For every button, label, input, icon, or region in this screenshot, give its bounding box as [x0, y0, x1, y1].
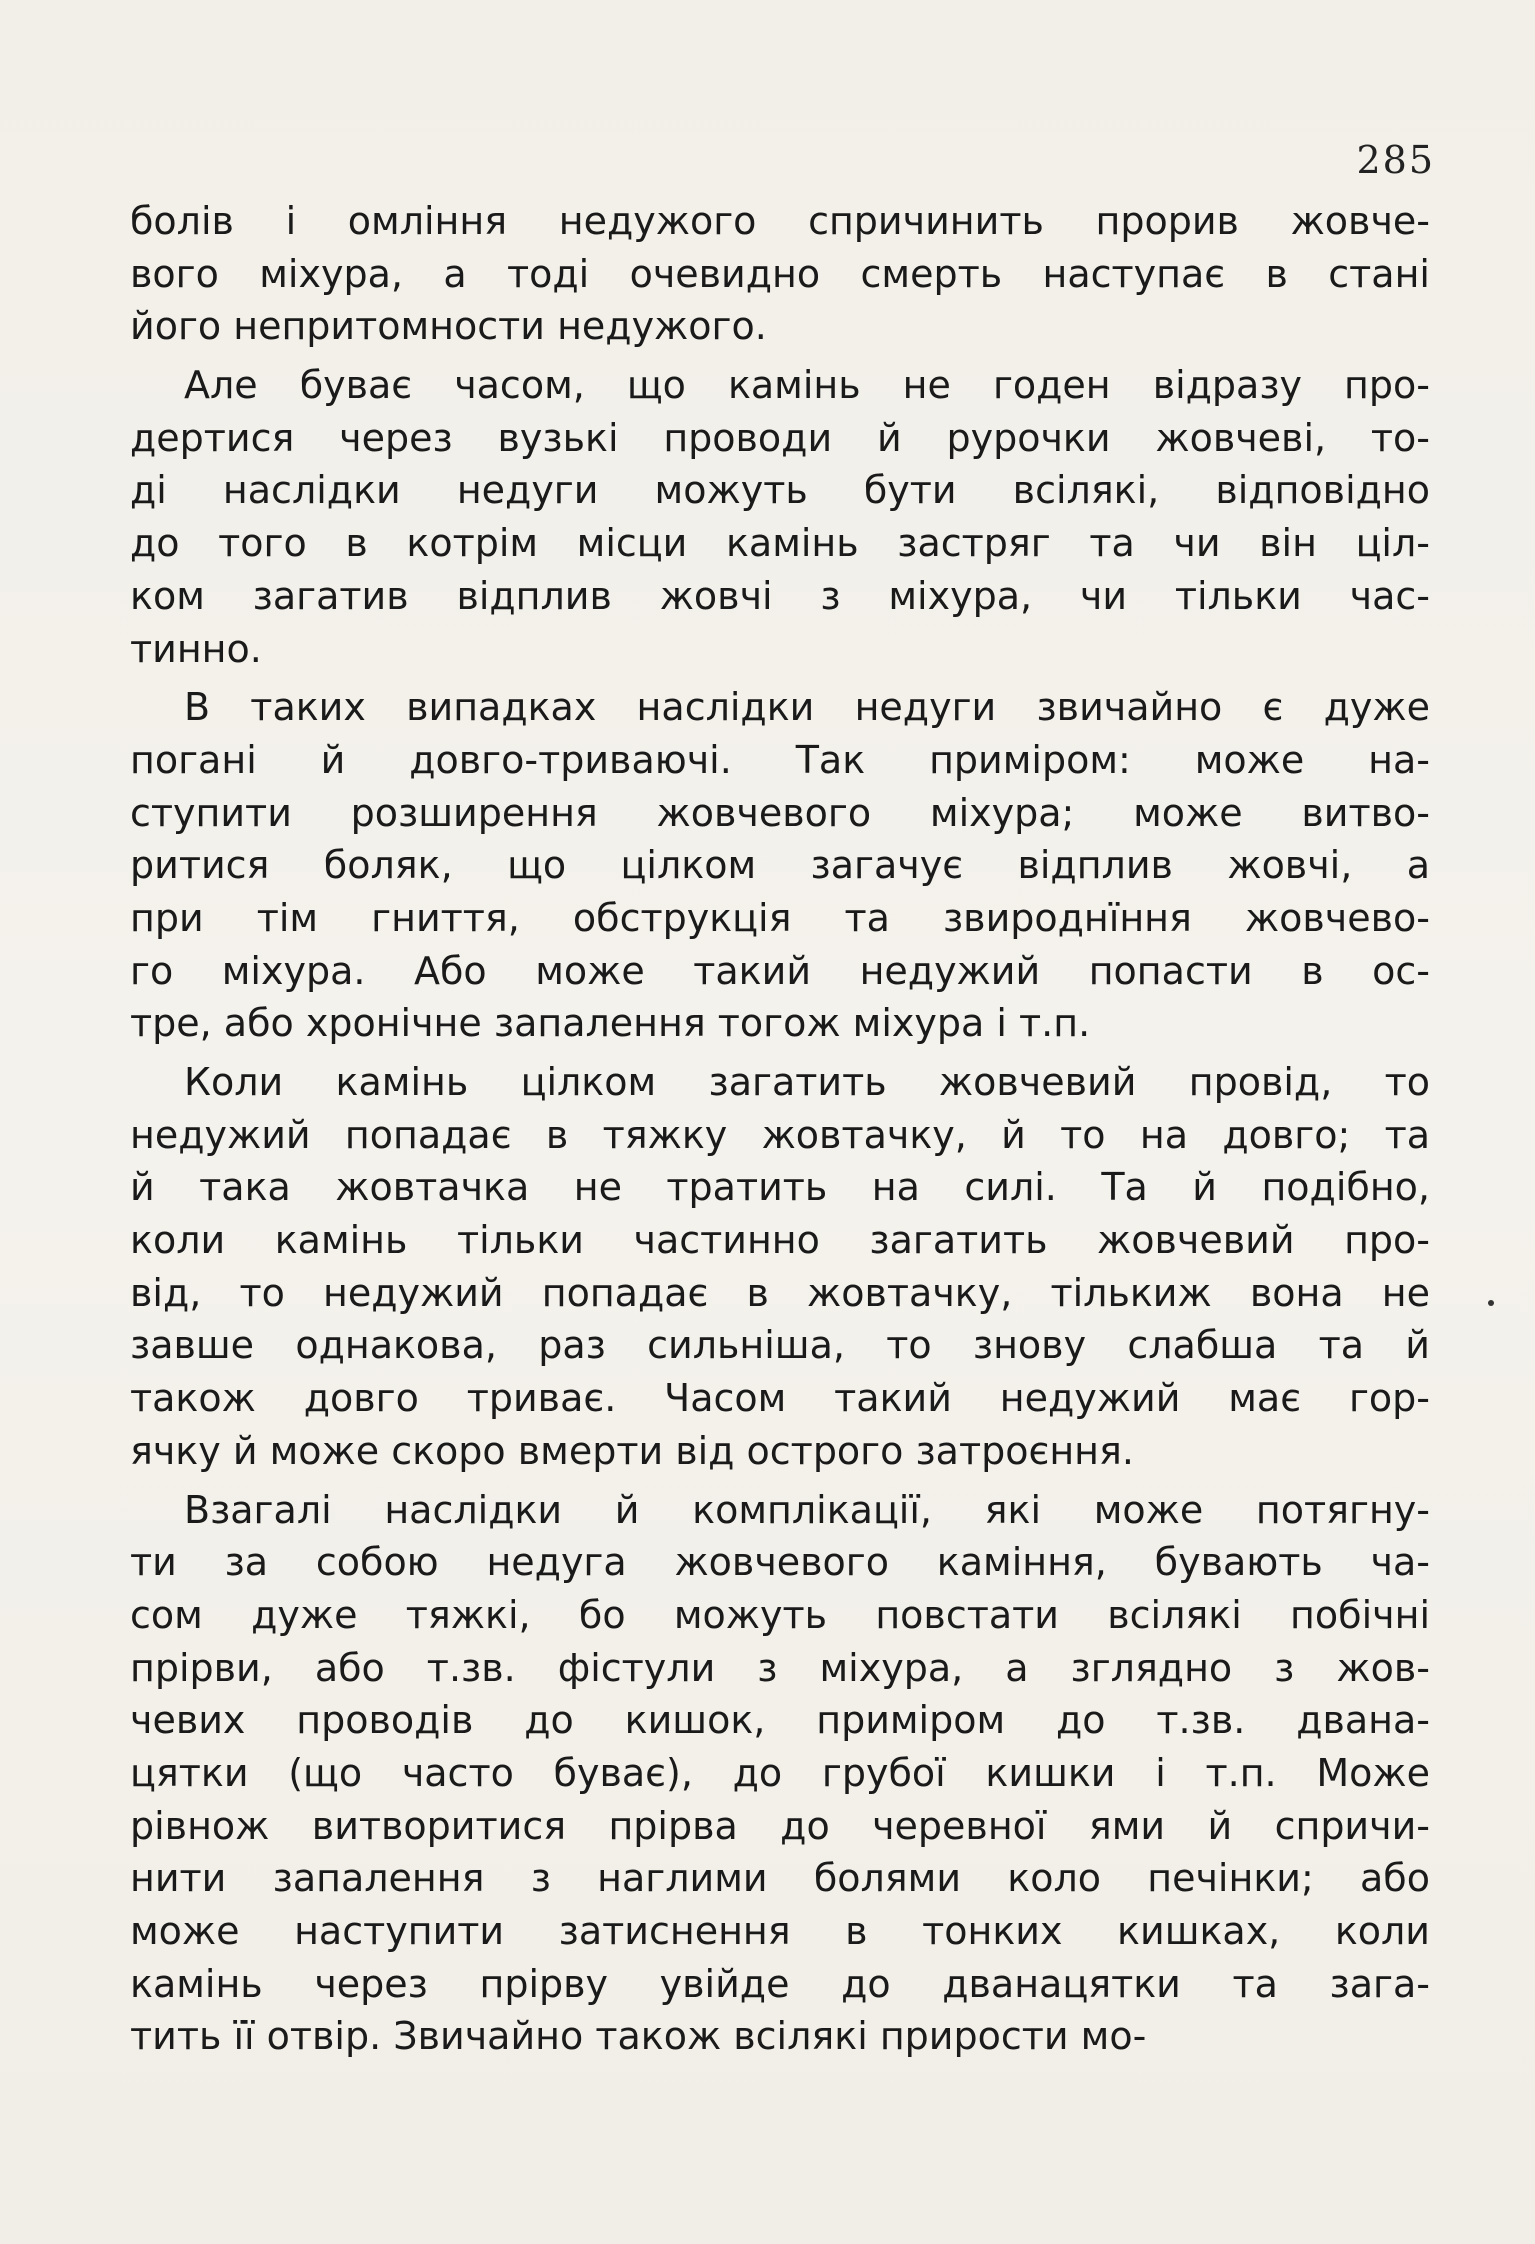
text-line: вого міхура, а тоді очевидно смерть наступає в стані: [130, 251, 1430, 296]
body-text: [130, 195, 1430, 2063]
text-line: ти за собою недуга жовчевого каміння, бувають ча-: [130, 1540, 1430, 1585]
text-line: чевих проводів до кишок, приміром до т.зв. двана-: [130, 1698, 1430, 1743]
ink-speck: [1488, 1300, 1494, 1306]
text-line: тре, або хронічне запалення тогож міхура і т.п.: [130, 1001, 1091, 1046]
text-line: Коли камінь цілком загатить жовчевий провід, то: [184, 1060, 1430, 1104]
text-line: ритися боляк, що цілком загачує відплив жовчі, а: [130, 843, 1430, 888]
text-line: ді наслідки недуги можуть бути всілякі, відповідно: [130, 468, 1430, 513]
text-line: Але буває часом, що камінь не годен відразу про-: [184, 363, 1430, 408]
text-line: ступити розширення жовчевого міхура; може витво-: [130, 790, 1430, 835]
text-line: тинно.: [130, 626, 262, 671]
text-line: рівнож витворитися прірва до черевної ями й спричи-: [130, 1803, 1430, 1848]
text-line: прірви, або т.зв. фістули з міхура, а зглядно з жов-: [130, 1645, 1430, 1690]
text-line: при тім гниття, обструкція та звироднїння жовчево-: [130, 895, 1430, 940]
text-line: го міхура. Або може такий недужий попасти в ос-: [130, 948, 1430, 993]
text-line: болів і омління недужого спричинить прорив жовче-: [130, 199, 1430, 243]
page-number: 285: [1356, 138, 1435, 182]
paragraph: [130, 681, 1430, 1050]
text-line: Взагалі наслідки й комплікації, які може потягну-: [184, 1487, 1430, 1532]
text-line: тить її отвір. Звичайно також всілякі прирости мо-: [130, 2014, 1147, 2059]
text-line: ячку й може скоро вмерти від острого затроєння.: [130, 1428, 1134, 1473]
text-line: також довго триває. Часом такий недужий має гор-: [130, 1376, 1430, 1421]
text-line: нити запалення з наглими болями коло печінки; або: [130, 1856, 1430, 1901]
text-line: сом дуже тяжкі, бо можуть повстати всілякі побічні: [130, 1592, 1430, 1637]
text-line: недужий попадає в тяжку жовтачку, й то на довго; та: [130, 1112, 1430, 1157]
paragraph: [130, 1056, 1430, 1478]
text-line: В таких випадках наслідки недуги звичайно є дуже: [184, 685, 1430, 730]
text-line: й така жовтачка не тратить на силі. Та й подібно,: [130, 1165, 1430, 1210]
text-line: цятки (що часто буває), до грубої кишки і т.п. Може: [130, 1750, 1430, 1795]
text-line: від, то недужий попадає в жовтачку, тількиж вона не: [130, 1270, 1430, 1315]
text-line: може наступити затиснення в тонких кишках, коли: [130, 1909, 1430, 1953]
text-line: дертися через вузькі проводи й рурочки жовчеві, то-: [130, 415, 1430, 460]
text-line: погані й довго-триваючі. Так приміром: може на-: [130, 737, 1430, 782]
text-line: завше однакова, раз сильніша, то знову слабша та й: [130, 1323, 1430, 1368]
text-line: його непритомности недужого.: [130, 304, 767, 349]
paragraph: [130, 1484, 1430, 2064]
text-line: камінь через прірву увійде до дванацятки та зага-: [130, 1961, 1430, 2006]
text-line: ком загатив відплив жовчі з міхура, чи тільки час-: [130, 573, 1430, 618]
text-line: коли камінь тільки частинно загатить жовчевий про-: [130, 1218, 1430, 1263]
text-line: до того в котрім місци камінь застряг та чи він ціл-: [130, 521, 1430, 566]
paragraph: [130, 359, 1430, 675]
paragraph: [130, 195, 1430, 353]
